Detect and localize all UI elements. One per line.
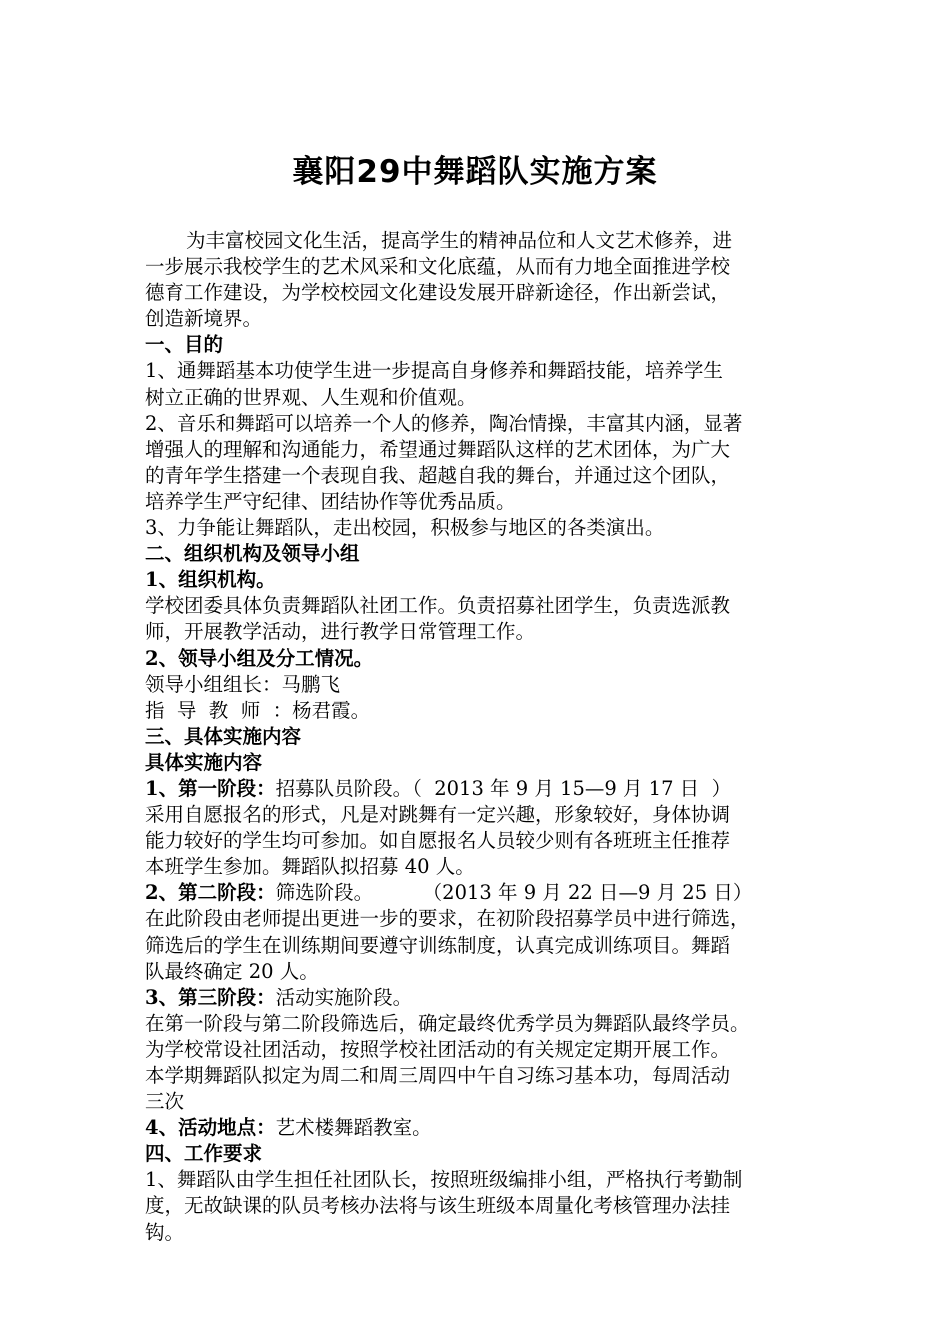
paragraph-line: 能力较好的学生均可参加。如自愿报名人员较少则有各班班主任推荐	[145, 829, 731, 853]
place-line	[145, 1115, 813, 1141]
paragraph-line: 1、通舞蹈基本功使学生进一步提高自身修养和舞蹈技能，培养学生	[145, 359, 723, 383]
paragraph-line: 2、音乐和舞蹈可以培养一个人的修养，陶冶情操，丰富其内涵，显著	[145, 411, 743, 435]
place-value: 艺术楼舞蹈教室。	[275, 1116, 432, 1140]
stage-line	[145, 776, 813, 802]
section-heading-purpose: 一、目的	[145, 333, 224, 357]
paragraph-line: 师，开展教学活动，进行教学日常管理工作。	[145, 620, 536, 644]
teacher-line: 指 导 教 师 ：杨君霞。	[145, 698, 371, 722]
paragraph-line: 钩。	[145, 1220, 185, 1244]
intro-line: 创造新境界。	[145, 307, 263, 331]
paragraph-line: 度，无故缺课的队员考核办法将与该生班级本周量化考核管理办法挂	[145, 1194, 731, 1218]
paragraph-line: 筛选后的学生在训练期间要遵守训练制度，认真完成训练项目。舞蹈	[145, 933, 731, 957]
paragraph-line: 1、舞蹈队由学生担任社团队长，按照班级编排小组，严格执行考勤制	[145, 1168, 743, 1192]
section-heading-organization: 二、组织机构及领导小组	[145, 542, 360, 566]
paragraph-line: 树立正确的世界观、人生观和价值观。	[145, 385, 477, 409]
document-body	[145, 228, 813, 1246]
intro-line: 一步展示我校学生的艺术风采和文化底蕴，从而有力地全面推进学校	[145, 255, 731, 279]
subsection-heading: 具体实施内容	[145, 750, 263, 774]
stage-label: 2、第二阶段：	[145, 881, 276, 905]
paragraph-line: 3、力争能让舞蹈队，走出校园，积极参与地区的各类演出。	[145, 516, 665, 540]
section-heading-implementation: 三、具体实施内容	[145, 724, 302, 748]
paragraph-line: 本班学生参加。舞蹈队拟招募 40 人。	[145, 855, 475, 879]
paragraph-line: 队最终确定 20 人。	[145, 959, 319, 983]
subsection-heading: 1、组织机构。	[145, 568, 276, 592]
paragraph-line: 采用自愿报名的形式，凡是对跳舞有一定兴趣，形象较好，身体协调	[145, 803, 731, 827]
paragraph-line: 为学校常设社团活动，按照学校社团活动的有关规定定期开展工作。	[145, 1037, 731, 1061]
paragraph-line: 培养学生严守纪律、团结协作等优秀品质。	[145, 489, 516, 513]
paragraph-line: 在第一阶段与第二阶段筛选后，确定最终优秀学员为舞蹈队最终学员。	[145, 1011, 750, 1035]
place-label: 4、活动地点：	[145, 1116, 276, 1140]
intro-line: 为丰富校园文化生活，提高学生的精神品位和人文艺术修养，进	[186, 229, 733, 252]
leader-line: 领导小组组长：马鹏飞	[145, 672, 341, 696]
paragraph-line: 的青年学生搭建一个表现自我、超越自我的舞台，并通过这个团队，	[145, 463, 731, 487]
stage-description: 筛选阶段。 （2013 年 9 月 22 日—9 月 25 日）	[275, 881, 753, 905]
paragraph-line: 在此阶段由老师提出更进一步的要求，在初阶段招募学员中进行筛选，	[145, 907, 750, 931]
stage-line	[145, 880, 813, 906]
stage-description: 活动实施阶段。	[275, 985, 413, 1009]
section-heading-requirements: 四、工作要求	[145, 1142, 263, 1166]
paragraph-line: 本学期舞蹈队拟定为周二和周三周四中午自习练习基本功，每周活动	[145, 1064, 731, 1087]
stage-label: 1、第一阶段：	[145, 776, 276, 800]
stage-line	[145, 985, 813, 1011]
stage-description: 招募队员阶段。（ 2013 年 9 月 15—9 月 17 日 ）	[275, 776, 732, 800]
document-title: 襄阳29中舞蹈队实施方案	[292, 154, 658, 190]
subsection-heading: 2、领导小组及分工情况。	[145, 646, 374, 670]
intro-line: 德育工作建设，为学校校园文化建设发展开辟新途径，作出新尝试，	[145, 281, 731, 305]
paragraph-line: 三次	[145, 1090, 185, 1114]
paragraph-line: 学校团委具体负责舞蹈队社团工作。负责招募社团学生，负责选派教	[145, 594, 731, 618]
paragraph-line: 增强人的理解和沟通能力，希望通过舞蹈队这样的艺术团体，为广大	[145, 437, 731, 461]
stage-label: 3、第三阶段：	[145, 985, 276, 1009]
